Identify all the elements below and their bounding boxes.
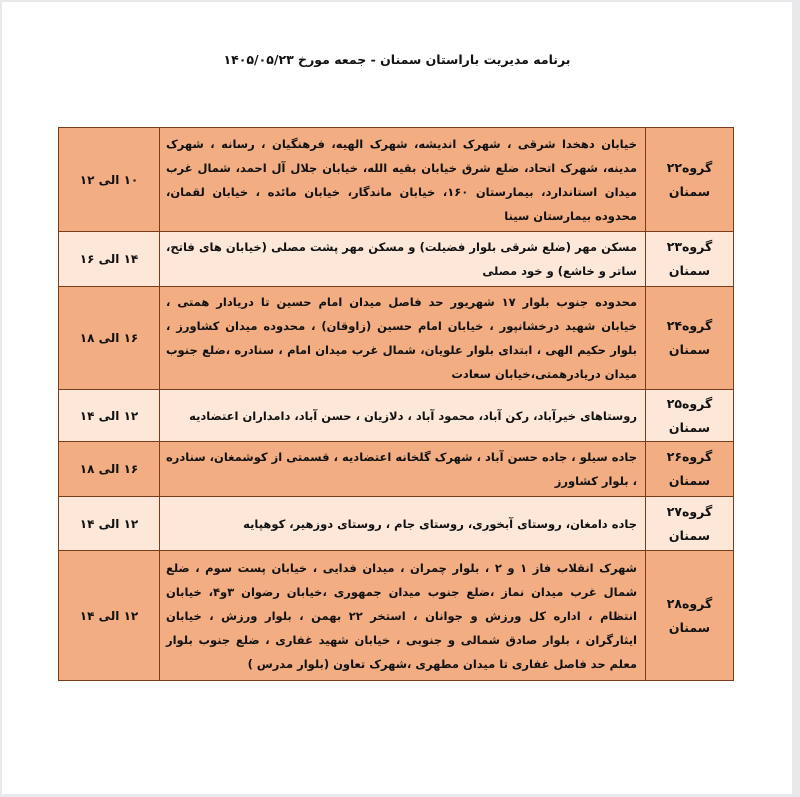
document-page xyxy=(2,2,792,794)
time-cell: ۱۲ الی ۱۴ xyxy=(59,390,160,442)
group-name: گروه۲۴ xyxy=(666,318,713,333)
page-title: برنامه مدیریت باراستان سمنان - جمعه مورخ ۱۴۰۵/۰۵/۲۳ xyxy=(223,52,571,67)
time-cell: ۱۰ الی ۱۲ xyxy=(59,128,160,232)
group-cell xyxy=(646,232,734,287)
group-name: گروه۲۲ xyxy=(666,159,713,175)
table-row xyxy=(59,551,734,681)
group-city: سمنان xyxy=(668,263,711,278)
group-city: سمنان xyxy=(668,419,711,435)
time-cell: ۱۲ الی ۱۴ xyxy=(59,551,160,681)
time-cell: ۱۴ الی ۱۶ xyxy=(59,232,160,287)
group-cell xyxy=(646,442,734,497)
group-city: سمنان xyxy=(668,342,711,357)
group-name: گروه۲۷ xyxy=(666,503,713,519)
table-row xyxy=(59,128,734,232)
areas-cell: شهرک انقلاب فاز ۱ و ۲ ، بلوار چمران ، میدان فدایی ، خیابان پست سوم ، ضلع شمال غرب میدان نماز ،ضلع جنوب میدان جمهوری ،خیابان رضوان ۳و۴، خیابان انتظام ، اداره کل ورزش و جوانان ، استخر ۲۲ بهمن ، بلوار ورزش ، خیابان ایثارگران ، بلوار صادق شمالی و جنوبی ، خیابان شهید غفاری ، ضلع جنوب بلوار معلم حد فاصل غفاری تا میدان مطهری ،شهرک تعاون (بلوار مدرس ) xyxy=(160,551,646,681)
group-cell xyxy=(646,551,734,681)
group-cell xyxy=(646,128,734,232)
group-city: سمنان xyxy=(668,183,711,199)
table-row xyxy=(59,232,734,287)
areas-cell: مسکن مهر (ضلع شرقی بلوار فضیلت) و مسکن مهر پشت مصلی (خیابان های فاتح، ساتر و خاشع) و خود مصلی xyxy=(160,232,646,287)
group-name: گروه۲۵ xyxy=(666,395,713,411)
time-cell: ۱۶ الی ۱۸ xyxy=(59,287,160,390)
group-name: گروه۲۳ xyxy=(666,239,713,254)
areas-cell: روستاهای خیرآباد، رکن آباد، محمود آباد ، دلازیان ، حسن آباد، دامداران اعتضادیه xyxy=(160,390,646,442)
group-cell xyxy=(646,287,734,390)
group-city: سمنان xyxy=(668,619,711,635)
areas-cell: خیابان دهخدا شرقی ، شهرک اندیشه، شهرک الهیه، فرهنگیان ، رسانه ، شهرک مدینه، شهرک اتحاد، ضلع شرق خیابان بقیه الله، خیابان جلال آل احمد، شمال غرب میدان استاندارد، بیمارستان ۱۶۰، خیابان ماندگار، خیابان مائده ، خیابان لقمان، محدوده بیمارستان سینا xyxy=(160,128,646,232)
schedule-table xyxy=(58,127,734,681)
areas-cell: جاده دامغان، روستای آبخوری، روستای جام ، روستای دوزهیر، کوهپایه xyxy=(160,497,646,551)
time-cell: ۱۶ الی ۱۸ xyxy=(59,442,160,497)
table-row xyxy=(59,287,734,390)
areas-cell: جاده سیلو ، جاده حسن آباد ، شهرک گلخانه اعتضادیه ، قسمتی از کوشمغان، سنادره ، بلوار کشاورز xyxy=(160,442,646,497)
table-row xyxy=(59,390,734,442)
group-name: گروه۲۶ xyxy=(666,449,713,464)
areas-cell: محدوده جنوب بلوار ۱۷ شهریور حد فاصل میدان امام حسین تا دریادار همتی ، خیابان شهید درخشانپور ، خیابان امام حسین (زاوقان) ، محدوده میدان کشاورز ، بلوار حکیم الهی ، ابتدای بلوار علویان، شمال غرب میدان امام ، سنادره ،ضلع جنوب میدان دریادرهمتی،خیابان سعادت xyxy=(160,287,646,390)
group-city: سمنان xyxy=(668,527,711,543)
table-row xyxy=(59,442,734,497)
group-name: گروه۲۸ xyxy=(666,595,713,611)
group-cell xyxy=(646,390,734,442)
group-cell xyxy=(646,497,734,551)
table-row xyxy=(59,497,734,551)
group-city: سمنان xyxy=(668,473,711,488)
time-cell: ۱۲ الی ۱۴ xyxy=(59,497,160,551)
